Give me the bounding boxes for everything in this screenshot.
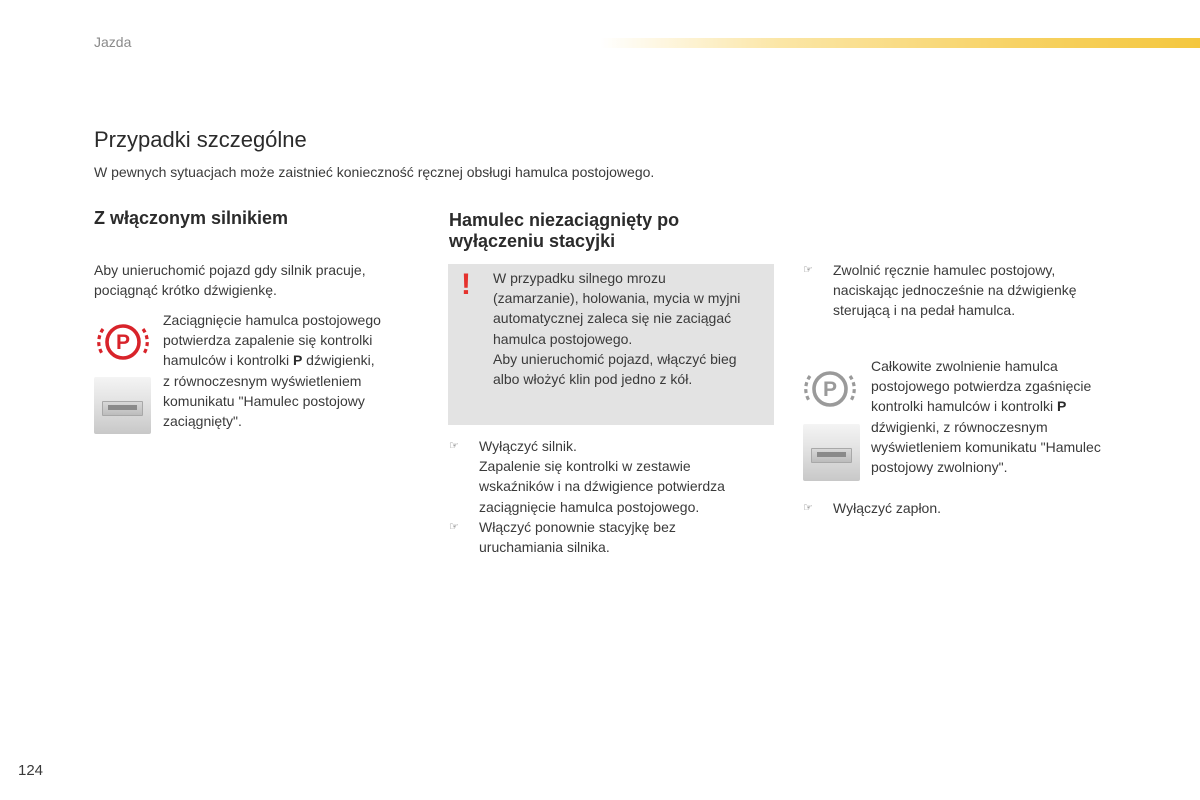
warning-line: Aby unieruchomić pojazd, włączyć bieg (493, 350, 737, 367)
confirm-line: postojowego potwierdza zgaśnięcie (871, 378, 1092, 395)
right-bullet-1 (803, 260, 1143, 321)
letter-p: P (1056, 398, 1067, 415)
confirm-line-text: kontrolki hamulców i kontrolki (871, 398, 1057, 415)
confirm-line: komunikatu "Hamulec postojowy (163, 392, 365, 409)
bullet-item (803, 260, 1143, 321)
confirm-line: potwierdza zapalenie się kontrolki (163, 332, 373, 349)
bullet-line: Zapalenie się kontrolki w zestawie (479, 458, 691, 475)
middle-heading-line: wyłączeniu stacyjki (449, 231, 616, 251)
bullet-item (449, 436, 779, 517)
letter-p: P (292, 352, 303, 369)
intro-text: W pewnych sytuacjach może zaistnieć konieczność ręcznej obsługi hamulca postojowego. (94, 164, 655, 180)
lever-handle (817, 452, 846, 457)
confirm-line (871, 396, 1161, 416)
warning-line: albo włożyć klin pod jedno z kół. (493, 371, 693, 388)
bullet-line: zaciągnięcie hamulca postojowego. (479, 498, 700, 515)
hand-pointer-bullet-icon: ☞ (449, 520, 459, 533)
hand-pointer-bullet-icon: ☞ (803, 264, 813, 276)
parking-brake-letter: P (822, 378, 838, 401)
bullet-line: sterującą i na pedał hamulca. (833, 302, 1016, 319)
middle-heading (449, 210, 679, 252)
brake-lever-image (803, 424, 860, 481)
confirm-line-text: hamulców i kontrolki (163, 352, 293, 369)
middle-bullets (449, 436, 779, 557)
bullet-line: uruchamiania silnika. (479, 539, 610, 556)
left-paragraph (94, 260, 414, 300)
page-title: Przypadki szczególne (94, 127, 307, 152)
bullet-line: naciskając jednocześnie na dźwigienkę (833, 282, 1077, 299)
parking-brake-letter: P (115, 331, 131, 354)
confirm-line: wyświetleniem komunikatu "Hamulec (871, 438, 1101, 455)
left-heading: Z włączonym silnikiem (94, 208, 289, 228)
left-paragraph-line: Aby unieruchomić pojazd gdy silnik pracuje, (94, 262, 366, 278)
parking-brake-grey-icon (803, 365, 857, 413)
confirm-line: postojowy zwolniony". (871, 459, 1008, 476)
bullet-line: wskaźników i na dźwigience potwierdza (479, 478, 725, 495)
bullet-line: Wyłączyć zapłon. (833, 500, 942, 516)
header-accent-bar (600, 38, 1200, 48)
confirm-line (163, 350, 423, 370)
page-number: 124 (18, 762, 44, 779)
left-confirm-text (163, 310, 423, 431)
warning-line: automatycznej zaleca się nie zaciągać (493, 310, 732, 327)
confirm-line: zaciągnięty". (163, 413, 242, 430)
right-confirm-text (871, 356, 1161, 477)
confirm-line: z równoczesnym wyświetleniem (163, 372, 362, 389)
brake-lever-image (94, 377, 151, 434)
confirm-line: Całkowite zwolnienie hamulca (871, 358, 1058, 374)
lever-handle (108, 405, 137, 410)
middle-heading-line: Hamulec niezaciągnięty po (449, 210, 680, 230)
bullet-line: Włączyć ponownie stacyjkę bez (479, 518, 676, 535)
right-bullet-2 (803, 498, 1143, 518)
confirm-line-text: dźwigienki, (302, 352, 375, 369)
hand-pointer-bullet-icon: ☞ (803, 502, 813, 514)
bullet-item (449, 517, 779, 557)
bullet-item (803, 498, 1143, 518)
left-paragraph-line: pociągnąć krótko dźwigienkę. (94, 282, 277, 299)
confirm-line: dźwigienki, z równoczesnym (871, 418, 1048, 435)
bullet-line: Zwolnić ręcznie hamulec postojowy, (833, 262, 1056, 278)
warning-line: W przypadku silnego mrozu (493, 270, 666, 286)
parking-brake-red-icon (96, 318, 150, 366)
warning-exclamation-icon: ! (461, 268, 471, 301)
warning-line: hamulca postojowego. (493, 330, 633, 347)
hand-pointer-bullet-icon: ☞ (449, 440, 459, 452)
warning-text (493, 268, 768, 389)
warning-line: (zamarzanie), holowania, mycia w myjni (493, 290, 741, 307)
confirm-line: Zaciągnięcie hamulca postojowego (163, 312, 381, 328)
section-label: Jazda (94, 34, 132, 50)
bullet-line: Wyłączyć silnik. (479, 438, 577, 454)
